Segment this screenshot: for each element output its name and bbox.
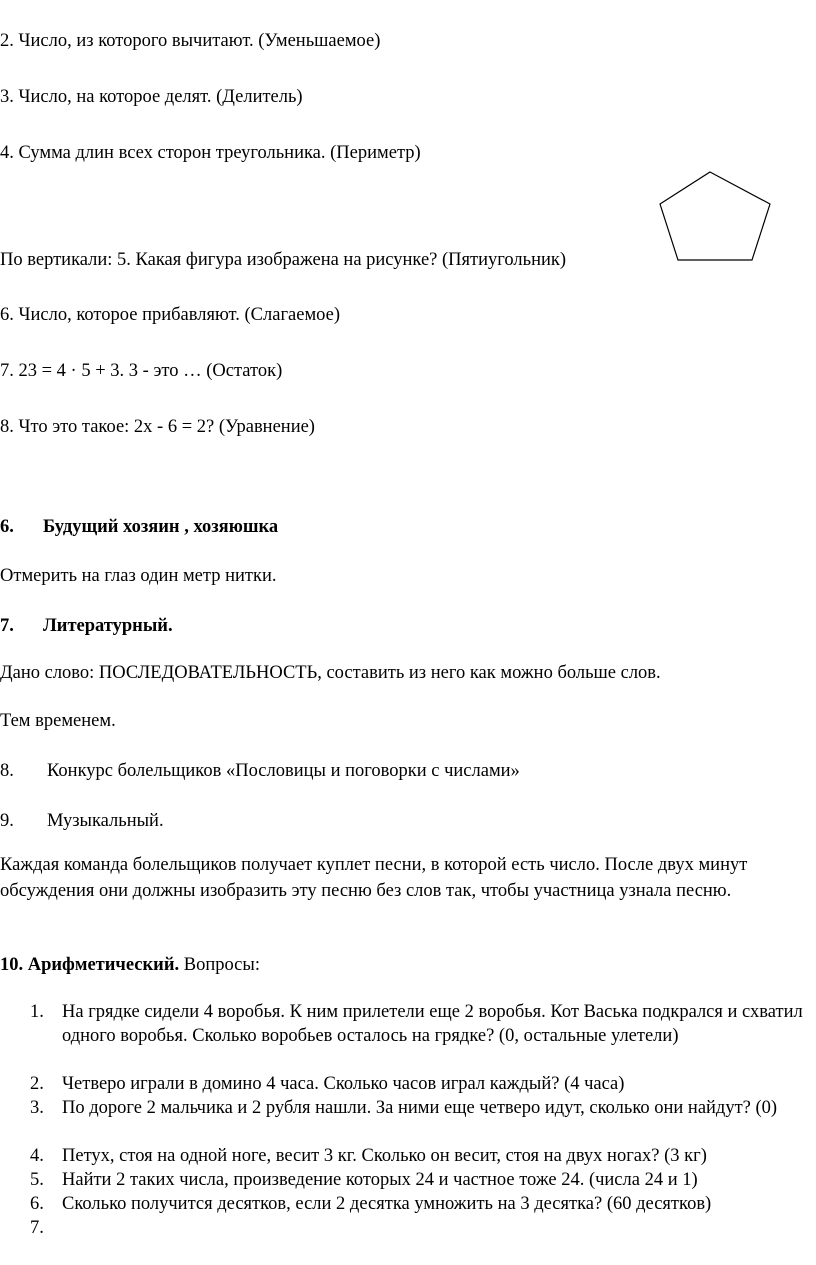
section-8-title: Конкурс болельщиков «Пословицы и поговорки с числами» [47,761,520,781]
crossword-line-7: 7. 23 = 4 · 5 + 3. 3 - это … (Остаток) [0,361,283,381]
section-9-number: 9. [0,811,14,831]
section-6-title: Будущий хозяин , хозяюшка [43,517,279,537]
list-item-number: 4. [30,1146,44,1166]
section-8-number: 8. [0,761,14,781]
section-10-title-rest: Вопросы: [179,955,260,975]
crossword-line-6: 6. Число, которое прибавляют. (Слагаемое) [0,305,341,325]
list-item-number: 7. [30,1218,44,1238]
list-item-text: Петух, стоя на одной ноге, весит 3 кг. Сколько он весит, стоя на двух ногах? (3 кг) [62,1146,707,1166]
section-7-text-1: Дано слово: ПОСЛЕДОВАТЕЛЬНОСТЬ, составить из него как можно больше слов. [0,663,661,683]
section-6-number: 6. [0,517,14,537]
list-item-number: 6. [30,1194,44,1214]
section-6-text: Отмерить на глаз один метр нитки. [0,566,277,586]
list-item-number: 3. [30,1098,44,1118]
section-7-title: Литературный. [43,616,173,636]
list-item-text: По дороге 2 мальчика и 2 рубля нашли. За ними еще четверо идут, сколько они найдут? (0) [62,1098,778,1118]
section-10-heading [0,953,260,977]
section-7-text-2: Тем временем. [0,711,116,731]
crossword-line-8: 8. Что это такое: 2х - 6 = 2? (Уравнение) [0,417,315,437]
section-9-text: Каждая команда болельщиков получает куплет песни, в которой есть число. После двух минут обсуждения они должны изобразить эту песню без слов так, чтобы участница узнала песню. [0,855,748,901]
crossword-line-5: По вертикали: 5. Какая фигура изображена на рисунке? (Пятиугольник) [0,250,567,270]
pentagon-figure [655,170,773,262]
list-item-text: Четверо играли в домино 4 часа. Сколько часов играл каждый? (4 часа) [62,1074,625,1094]
crossword-line-2: 2. Число, из которого вычитают. (Уменьшаемое) [0,31,381,51]
list-item-text: На грядке сидели 4 воробья. К ним прилетели еще 2 воробья. Кот Васька подкрался и схватил одного воробья. Сколько воробьев осталось на грядке? (0, остальные улетели) [62,1002,803,1046]
crossword-line-3: 3. Число, на которое делят. (Делитель) [0,87,303,107]
section-7-number: 7. [0,616,14,636]
crossword-line-4: 4. Сумма длин всех сторон треугольника. (Периметр) [0,143,421,163]
list-item-number: 1. [30,1002,44,1022]
list-item-text: Сколько получится десятков, если 2 десятка умножить на 3 десятка? (60 десятков) [62,1194,712,1214]
section-10-title: 10. Арифметический. [0,955,180,975]
section-9-title: Музыкальный. [47,811,164,831]
list-item-number: 2. [30,1074,44,1094]
list-item-text: Найти 2 таких числа, произведение которых 24 и частное тоже 24. (числа 24 и 1) [62,1170,698,1190]
list-item-number: 5. [30,1170,44,1190]
